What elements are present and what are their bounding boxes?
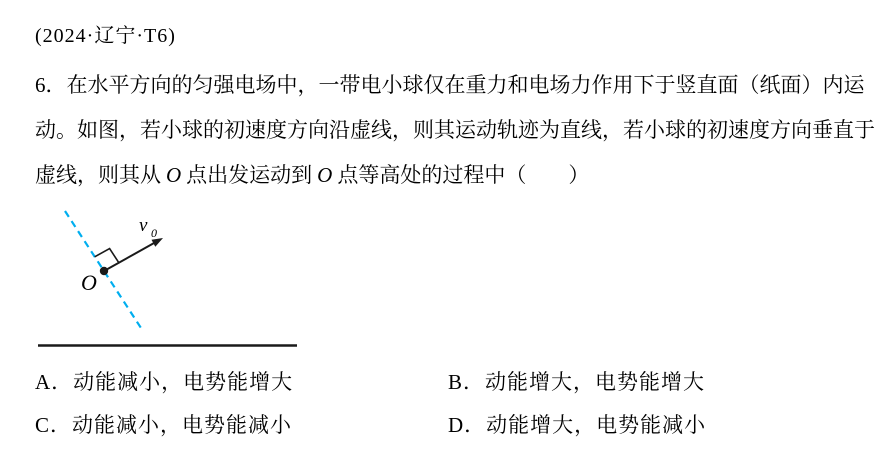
origin-label: O	[81, 270, 97, 295]
question-line-3-pre: 虚线，则其从	[35, 163, 161, 187]
question-line-2: 动。如图，若小球的初速度方向沿虚线，则其运动轨迹为直线，若小球的初速度方向垂直于	[35, 118, 875, 142]
question-line-3-post: 点等高处的过程中（ ）	[337, 163, 590, 187]
option-A: A．动能减小，电势能增大	[35, 370, 294, 394]
velocity-label: v	[139, 215, 148, 236]
physics-figure	[30, 200, 310, 355]
question-line-1: 6．在水平方向的匀强电场中，一带电小球仅在重力和电场力作用下于竖直面（纸面）内运	[35, 73, 865, 97]
origin-point-reference-1: O	[166, 163, 182, 187]
option-B: B．动能增大，电势能增大	[448, 370, 706, 394]
question-line-3	[35, 161, 589, 189]
question-line-3-mid: 点出发运动到	[186, 163, 313, 187]
right-angle-marker-icon	[95, 249, 119, 263]
figure-svg	[30, 200, 310, 355]
option-D: D．动能增大，电势能减小	[448, 413, 707, 437]
origin-point-reference-2: O	[317, 163, 333, 187]
velocity-vector-line	[104, 243, 155, 271]
source-tag: (2024·辽宁·T6)	[35, 25, 176, 47]
velocity-subscript: 0	[151, 226, 157, 240]
option-C: C．动能减小，电势能减小	[35, 413, 293, 437]
point-o-dot	[100, 267, 108, 275]
